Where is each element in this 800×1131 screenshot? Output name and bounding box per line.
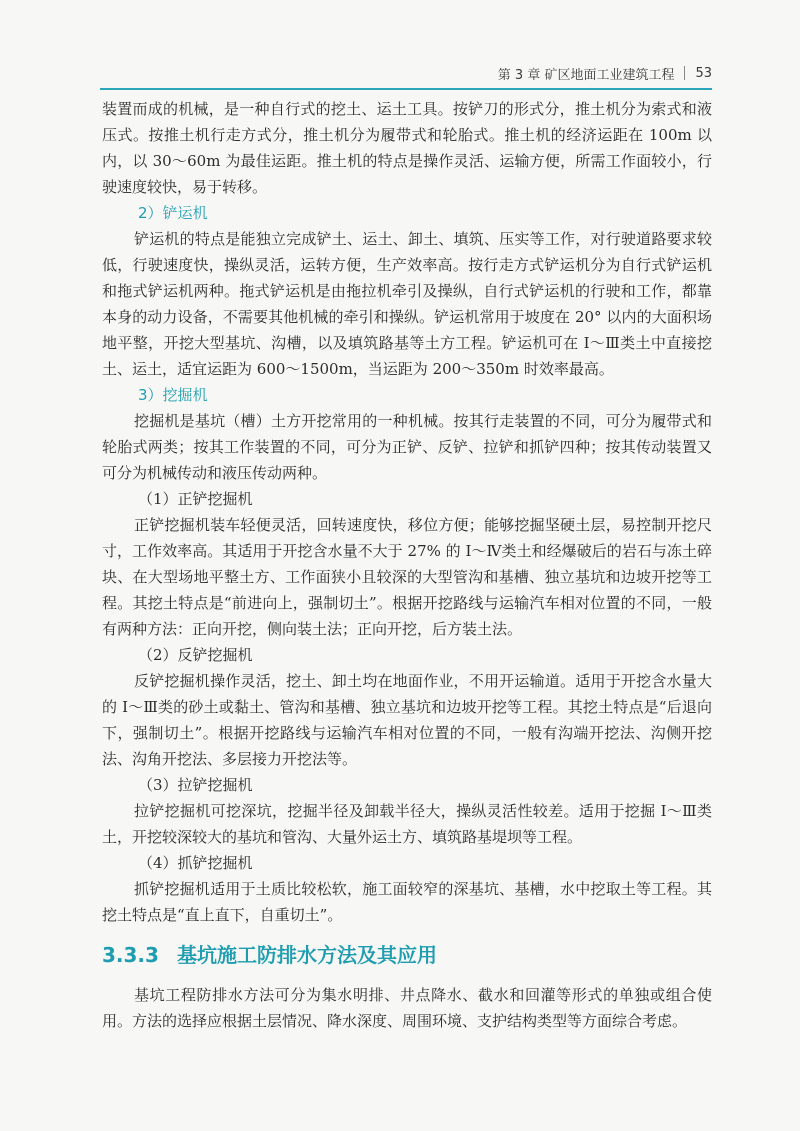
paragraph: 挖掘机是基坑（槽）土方开挖常用的一种机械。按其行走装置的不同，可分为履带式和轮胎式两类；按其工作装置的不同，可分为正铲、反铲、拉铲和抓铲四种；按其传动装置又可分为机械传动和液压传动两种。 [102,412,712,482]
item-heading: （4）抓铲挖掘机 [138,854,253,872]
section-number: 3.3.3 [102,943,159,967]
section-title-text: 基坑施工防排水方法及其应用 [176,943,437,967]
item-heading: （3）拉铲挖掘机 [138,776,253,794]
running-header [100,58,712,88]
item-heading: （1）正铲挖掘机 [138,490,253,508]
item-heading: （2）反铲挖掘机 [138,646,253,664]
subheading-scraper: 2）铲运机 [138,204,208,222]
page-body [102,96,712,1034]
paragraph: 抓铲挖掘机适用于土质比较松软，施工面较窄的深基坑、基槽，水中挖取土等工程。其挖土特点是“直上直下，自重切土”。 [102,880,712,924]
paragraph: 装置而成的机械，是一种自行式的挖土、运土工具。按铲刀的形式分，推土机分为索式和液压式。按推土机行走方式分，推土机分为履带式和轮胎式。推土机的经济运距在 100m 以内，以 30～60m 为最佳运距。推土机的特点是操作灵活、运输方便，所需工作面较小，行驶速度较快，易于转移。 [102,100,712,196]
paragraph: 反铲挖掘机操作灵活，挖土、卸土均在地面作业，不用开运输道。适用于开挖含水量大的 Ⅰ～Ⅲ类的砂土或黏土、管沟和基槽、独立基坑和边坡开挖等工程。其挖土特点是“后退向下，强制切土”。根据开挖路线与运输汽车相对位置的不同，一般有沟端开挖法、沟侧开挖法、沟角开挖法、多层接力开挖法等。 [102,672,712,768]
paragraph: 基坑工程防排水方法可分为集水明排、井点降水、截水和回灌等形式的单独或组合使用。方法的选择应根据土层情况、降水深度、周围环境、支护结构类型等方面综合考虑。 [102,986,712,1030]
header-rule [100,88,712,90]
paragraph: 正铲挖掘机装车轻便灵活，回转速度快，移位方便；能够挖掘坚硬土层，易控制开挖尺寸，工作效率高。其适用于开挖含水量不大于 27% 的 Ⅰ～Ⅳ类土和经爆破后的岩石与冻土碎块、在大型场地平整土方、工作面狭小且较深的大型管沟和基槽、独立基坑和边坡开挖等工程。其挖土特点是“前进向上，强制切土”。根据开挖路线与运输汽车相对位置的不同，一般有两种方法：正向开挖，侧向装土法；正向开挖，后方装土法。 [102,516,712,638]
page-number: 53 [695,65,712,81]
section-heading [102,940,712,970]
subheading-excavator: 3）挖掘机 [138,386,208,404]
paragraph: 拉铲挖掘机可挖深坑，挖掘半径及卸载半径大，操纵灵活性较差。适用于挖掘 Ⅰ～Ⅲ类土，开挖较深较大的基坑和管沟、大量外运土方、填筑路基堤坝等工程。 [102,802,712,846]
chapter-title: 第 3 章 矿区地面工业建筑工程 [497,67,675,83]
header-separator [684,66,685,80]
paragraph: 铲运机的特点是能独立完成铲土、运土、卸土、填筑、压实等工作，对行驶道路要求较低，行驶速度快，操纵灵活，运转方便，生产效率高。按行走方式铲运机分为自行式铲运机和拖式铲运机两种。拖式铲运机是由拖拉机牵引及操纵，自行式铲运机的行驶和工作，都靠本身的动力设备，不需要其他机械的牵引和操纵。铲运机常用于坡度在 20° 以内的大面积场地平整，开挖大型基坑、沟槽，以及填筑路基等土方工程。铲运机可在 Ⅰ～Ⅲ类土中直接挖土、运土，适宜运距为 600～1500m，当运距为 200～350m 时效率最高。 [102,230,712,378]
